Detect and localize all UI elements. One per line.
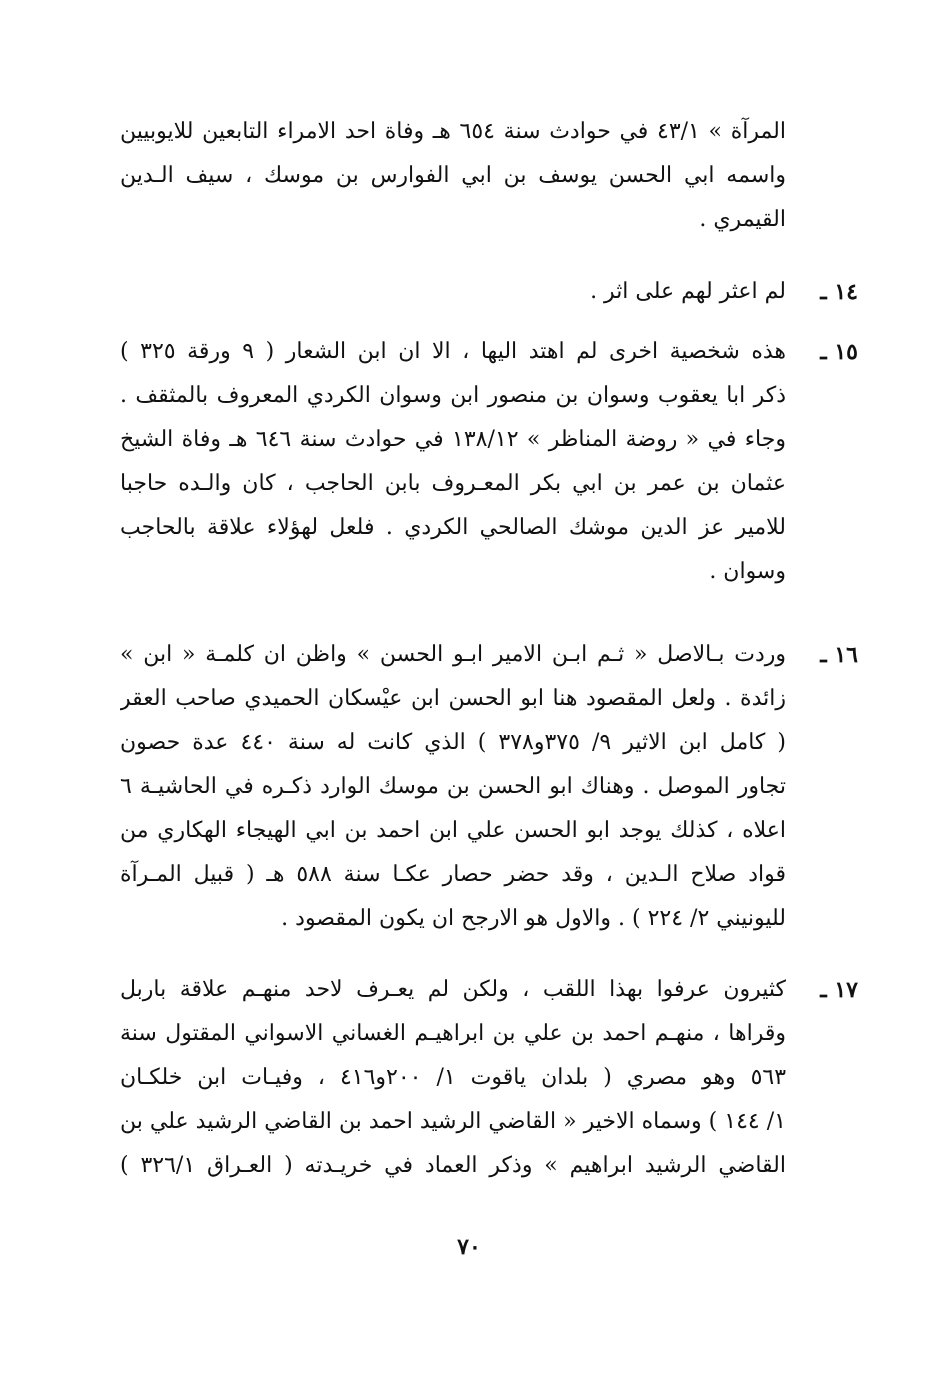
text-line: عثمان بن عمر بن ابي بكر المعـروف بابن الحاجب ، كان والـده حاجبا <box>120 471 786 496</box>
note-number: ١٤ ـ <box>820 279 858 305</box>
footnote-17 <box>120 968 858 1188</box>
text-line: القيمري . <box>699 207 786 232</box>
text-line: واسمه ابي الحسن يوسف بن ابي الفوارس بن موسك ، سيف الـدين <box>120 163 786 188</box>
text-line: زائدة . ولعل المقصود هنا ابو الحسن ابن عيْسكان الحميدي صاحب العقر <box>120 686 786 711</box>
text-line: قواد صلاح الـدين ، وقد حضر حصار عكـا سنة ٥٨٨ هـ ( قبيل المـرآة <box>120 862 786 887</box>
note-continuation <box>120 110 858 242</box>
text-line: لم اعثر لهم على اثر . <box>590 279 786 304</box>
text-line: وسوان . <box>709 559 786 584</box>
text-line: القاضي الرشيد ابراهيم » وذكر العماد في خريـدته ( العـراق ٣٢٦/١ ) <box>120 1153 786 1178</box>
text-line: وقراها ، منهـم احمد بن علي بن ابراهيـم الغساني الاسواني المقتول سنة <box>120 1021 786 1046</box>
text-line: ذكر ابا يعقوب وسوان بن منصور ابن وسوان الكردي المعروف بالمثقف . <box>120 383 786 408</box>
text-line: ( كامل ابن الاثير ٩/ ٣٧٥و٣٧٨ ) الذي كانت له سنة ٤٤٠ عدة حصون <box>120 730 786 755</box>
text-line: تجاور الموصل . وهناك ابو الحسن بن موسك الوارد ذكـره في الحاشيـة ٦ <box>120 774 786 799</box>
footnote-16 <box>120 633 858 941</box>
text-line: للامير عز الدين موشك الصالحي الكردي . فلعل لهؤلاء علاقة بالحاجب <box>120 515 786 540</box>
text-line: ٥٦٣ وهو مصري ( بلدان ياقوت ١/ ٢٠٠و٤١٦ ، وفيـات ابن خلكـان <box>120 1065 787 1090</box>
text-line: كثيرون عرفوا بهذا اللقب ، ولكن لم يعـرف لاحد منهـم علاقة باربل <box>120 977 786 1002</box>
text-line: هذه شخصية اخرى لم اهتد اليها ، الا ان ابن الشعار ( ٩ ورقة ٣٢٥ ) <box>120 339 787 364</box>
text-line: ١/ ١٤٤ ) وسماه الاخير « القاضي الرشيد احمد بن القاضي الرشيد علي بن <box>120 1109 786 1134</box>
page-number: ٧٠ <box>457 1234 481 1260</box>
footnote-14 <box>120 270 858 314</box>
footnote-15 <box>120 330 858 594</box>
text-line: المرآة » ٤٣/١ في حوادث سنة ٦٥٤ هـ وفاة احد الامراء التابعين للايوبيين <box>120 119 786 144</box>
note-number: ١٦ ـ <box>820 642 858 668</box>
note-number: ١٥ ـ <box>820 339 858 365</box>
text-line: وردت بـالاصل « ثـم ابـن الامير ابـو الحسن » واظن ان كلمـة « ابن » <box>120 642 786 667</box>
text-line: لليونيني ٢/ ٢٢٤ ) . والاول هو الارجح ان يكون المقصود . <box>281 906 786 931</box>
note-number: ١٧ ـ <box>820 977 858 1003</box>
text-line: اعلاه ، كذلك يوجد ابو الحسن علي ابن احمد بن ابي الهيجاء الهكاري من <box>120 818 786 843</box>
text-line: وجاء في « روضة المناظر » ١٣٨/١٢ في حوادث سنة ٦٤٦ هـ وفاة الشيخ <box>120 427 786 452</box>
